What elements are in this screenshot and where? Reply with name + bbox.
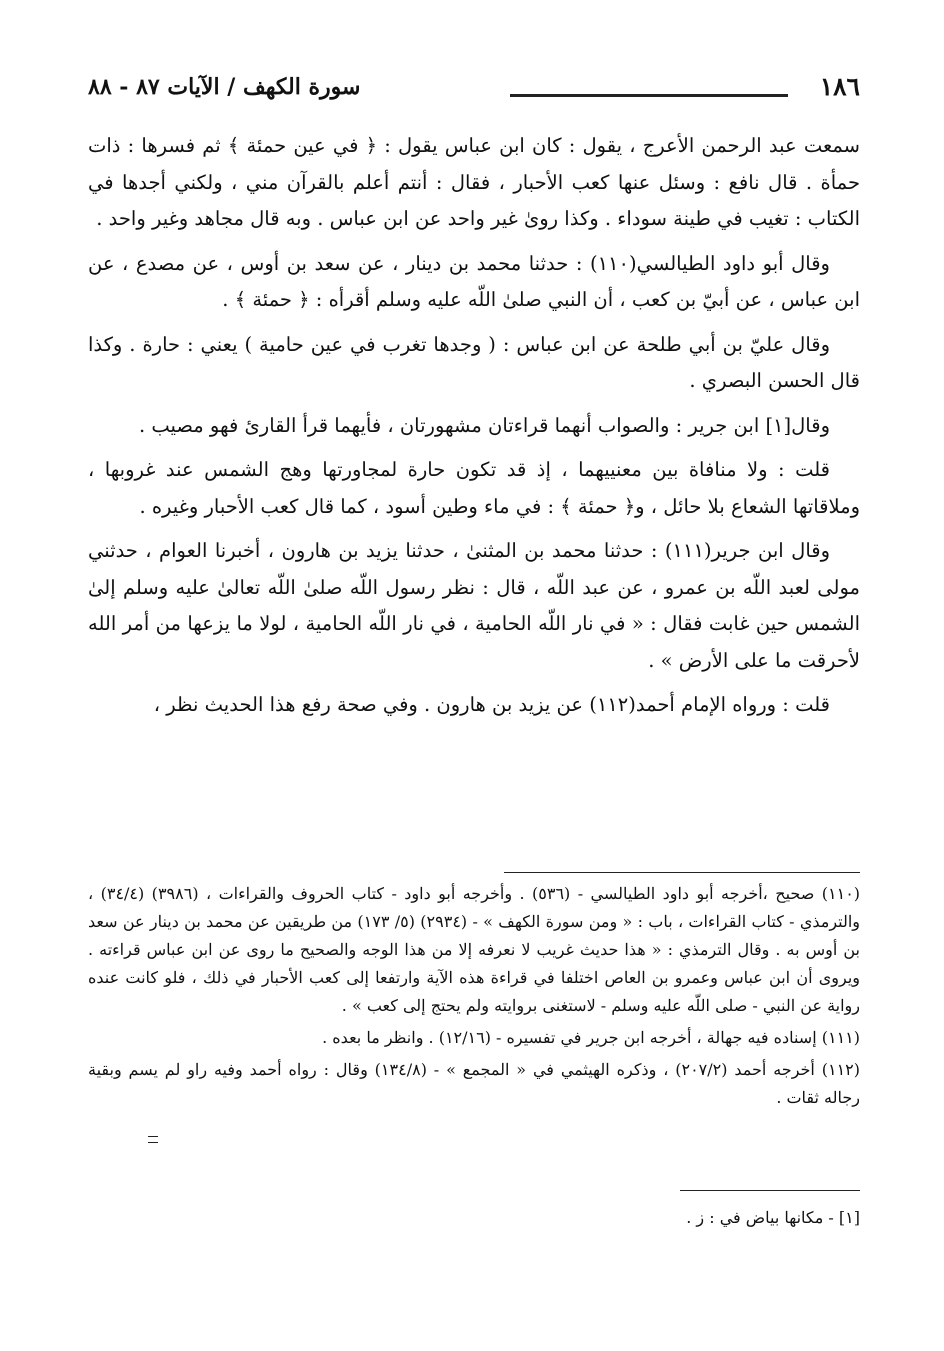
editor-note-separator — [680, 1190, 860, 1191]
paragraph: وقال ابن جرير(١١١) : حدثنا محمد بن المثنىٰ ، حدثنا يزيد بن هارون ، أخبرنا العوام ، حدثني مولى لعبد اللّه بن عمرو ، عن عبد اللّه ، قال : نظر رسول اللّه صلىٰ اللّه تعالىٰ عليه وسلم إلىٰ الشمس حين غابت فقال : « في نار اللّه الحامية ، في نار اللّه الحامية ، لولا ما يزعها من أمر الله لأحرقت ما على الأرض » . — [88, 539, 860, 672]
paragraph: وقال[١] ابن جرير : والصواب أنهما قراءتان مشهورتان ، فأيهما قرأ القارئ فهو مصيب . — [138, 413, 830, 437]
page-number: ١٨٦ — [819, 72, 860, 101]
footnote-separator — [504, 872, 860, 873]
paragraph: سمعت عبد الرحمن الأعرج ، يقول : كان ابن عباس يقول : ﴿ في عين حمئة ﴾ ثم فسرها : ذات حمأة . قال نافع : وسئل عنها كعب الأحبار ، فقال : أنتم أعلم بالقرآن مني ، ولكني أجدها في الكتاب : تغيب في طينة سوداء . وكذا روىٰ غير واحد عن ابن عباس . وبه قال مجاهد وغير واحد . — [88, 134, 860, 230]
page-header — [88, 72, 860, 108]
editor-note: [١] - مكانها بياض في : ز . — [686, 1208, 860, 1227]
header-rule — [510, 94, 788, 97]
paragraph: وقال عليّ بن أبي طلحة عن ابن عباس : ( وجدها تغرب في عين حامية ) يعني : حارة . وكذا قال الحسن البصري . — [88, 332, 860, 392]
footnote-111: (١١١) إسناده فيه جهالة ، أخرجه ابن جرير في تفسيره - (١٢/١٦) . وانظر ما بعده . — [322, 1028, 860, 1047]
paragraph: وقال أبو داود الطيالسي(١١٠) : حدثنا محمد بن دينار ، عن سعد بن أوس ، عن مصدع ، عن ابن عباس ، عن أبيّ بن كعب ، أن النبي صلىٰ اللّه عليه وسلم أقرأه : ﴿ حمئة ﴾ . — [88, 251, 860, 311]
footnote-110: (١١٠) صحيح ،أخرجه أبو داود الطيالسي - (٥٣٦) . وأخرجه أبو داود - كتاب الحروف والقراءات ، (٣٩٨٦) (٣٤/٤) ، والترمذي - كتاب القراءات ، باب : « ومن سورة الكهف » - (٢٩٣٤) (٥/ ١٧٣) من طريقين عن محمد بن دينار عن سعد بن أوس به . وقال الترمذي : « هذا حديث غريب لا نعرفه إلا من هذا الوجه والصحيح ما روى عن ابن عباس قراءته . ويروى أن ابن عباس وعمرو بن العاص اختلفا في قراءة هذه الآية وارتفعا إلى كعب الأحبار في ذلك ، فلو كانت عنده رواية عن النبي - صلى اللّه عليه وسلم - لاستغنى بروايته ولم يحتج إلى كعب » . — [88, 884, 861, 1015]
footnotes — [88, 880, 860, 1116]
paragraph: قلت : ورواه الإمام أحمد(١١٢) عن يزيد بن هارون . وفي صحة رفع هذا الحديث نظر ، — [153, 693, 830, 716]
footnote-112: (١١٢) أخرجه أحمد (٢٠٧/٢) ، وذكره الهيثمي في « المجمع » - (١٣٤/٨) وقال : رواه أحمد وفيه راو لم يسم وبقية رجاله ثقات . — [88, 1060, 861, 1107]
equals-mark — [148, 1136, 158, 1143]
main-text — [88, 128, 860, 732]
running-title: سورة الكهف / الآيات ٨٧ - ٨٨ — [88, 74, 361, 100]
paragraph: قلت : ولا منافاة بين معنييهما ، إذ قد تكون حارة لمجاورتها وهج الشمس عند غروبها ، وملاقاتها الشعاع بلا حائل ، و﴿ حمئة ﴾ : في ماء وطين أسود ، كما قال كعب الأحبار وغيره . — [88, 458, 860, 518]
